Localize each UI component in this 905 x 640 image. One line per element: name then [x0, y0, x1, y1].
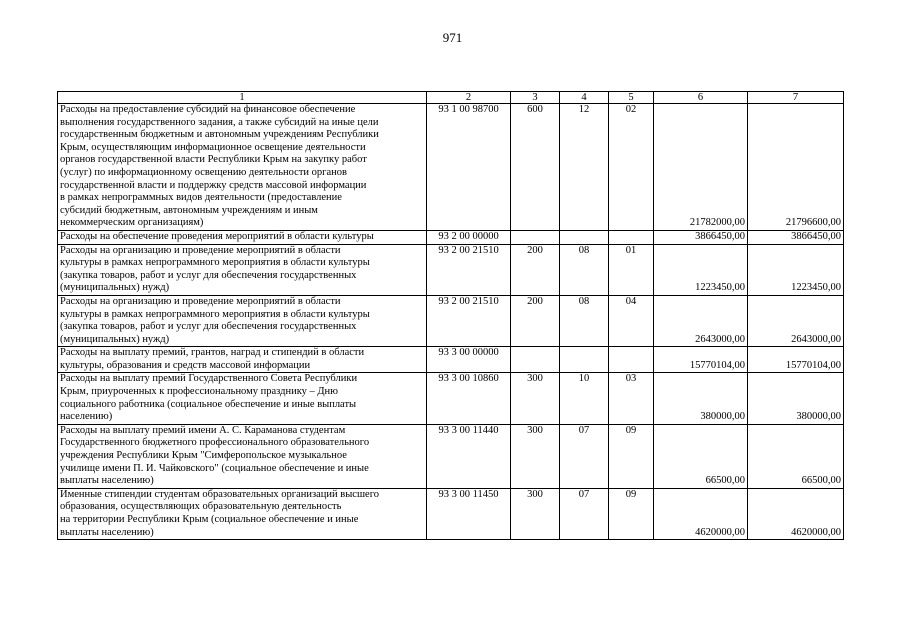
code-cell: 93 3 00 10860: [427, 373, 511, 424]
description-cell: [58, 104, 427, 231]
table-row: [58, 424, 844, 488]
description-cell: [58, 230, 427, 244]
description-text: Расходы на организацию и проведение мероприятий в области культуры в рамках непрограммного мероприятия в области культуры (закупка товаров, работ и услуг для обеспечения государственных (муниципальных) нужд): [60, 244, 370, 294]
col4-cell: 10: [560, 373, 609, 424]
header-cell: 2: [427, 92, 511, 104]
amount-col6-cell: 2643000,00: [654, 295, 748, 346]
amount-col6-cell: 66500,00: [654, 424, 748, 488]
col4-cell: 08: [560, 244, 609, 295]
col3-cell: 300: [511, 373, 560, 424]
description-cell: [58, 347, 427, 373]
col5-cell: 09: [609, 488, 654, 539]
amount-col6-cell: 3866450,00: [654, 230, 748, 244]
header-cell: 1: [58, 92, 427, 104]
page-number: 971: [442, 30, 463, 45]
table-row: [58, 295, 844, 346]
col3-cell: 200: [511, 244, 560, 295]
amount-col7-cell: 21796600,00: [748, 104, 844, 231]
code-cell: 93 3 00 00000: [427, 347, 511, 373]
amount-col7-cell: 380000,00: [748, 373, 844, 424]
header-cell: 3: [511, 92, 560, 104]
table-row: [58, 104, 844, 231]
header-cell: 6: [654, 92, 748, 104]
description-text: Расходы на обеспечение проведения мероприятий в области культуры: [60, 230, 374, 242]
description-text: Расходы на выплату премий, грантов, наград и стипендий в области культуры, образования и средств массовой информации: [60, 347, 365, 371]
table-row: [58, 230, 844, 244]
code-cell: 93 2 00 21510: [427, 295, 511, 346]
description-text: Именные стипендии студентам образовательных организаций высшего образования, осуществляющих образовательную деятельность на территории Республики Крым (социальное обеспечение и иные выплаты населению): [60, 488, 379, 538]
col5-cell: 04: [609, 295, 654, 346]
code-cell: 93 1 00 98700: [427, 104, 511, 231]
description-cell: [58, 295, 427, 346]
budget-table: [57, 91, 844, 540]
header-cell: 4: [560, 92, 609, 104]
amount-col7-cell: 3866450,00: [748, 230, 844, 244]
col4-cell: 12: [560, 104, 609, 231]
description-cell: [58, 244, 427, 295]
table-row: [58, 488, 844, 539]
code-cell: 93 3 00 11450: [427, 488, 511, 539]
amount-col6-cell: 380000,00: [654, 373, 748, 424]
col5-cell: [609, 347, 654, 373]
col4-cell: 07: [560, 488, 609, 539]
header-row: [58, 92, 844, 104]
col5-cell: 02: [609, 104, 654, 231]
col3-cell: 300: [511, 488, 560, 539]
amount-col6-cell: 21782000,00: [654, 104, 748, 231]
code-cell: 93 2 00 00000: [427, 230, 511, 244]
col3-cell: [511, 230, 560, 244]
amount-col7-cell: 1223450,00: [748, 244, 844, 295]
description-text: Расходы на предоставление субсидий на финансовое обеспечение выполнения государственного задания, а также субсидий на иные цели государственным бюджетным и автономным учреждениям Республики Крым, осуществляющим информационное освещение деятельности органов государственной власти Республики Крым на закупку работ (услуг) по информационному освещению деятельности органов государственной власти и поддержку средств массовой информации в рамках непрограммных видов деятельности (предоставление субсидий бюджетным, автономным учреждениям и иным некоммерческим организациям): [60, 104, 379, 229]
amount-col6-cell: 4620000,00: [654, 488, 748, 539]
description-cell: [58, 373, 427, 424]
col3-cell: 600: [511, 104, 560, 231]
description-cell: [58, 424, 427, 488]
col3-cell: [511, 347, 560, 373]
table-row: [58, 347, 844, 373]
amount-col6-cell: 1223450,00: [654, 244, 748, 295]
table-body: [58, 92, 844, 540]
amount-col7-cell: 15770104,00: [748, 347, 844, 373]
code-cell: 93 2 00 21510: [427, 244, 511, 295]
col4-cell: 08: [560, 295, 609, 346]
header-cell: 5: [609, 92, 654, 104]
col5-cell: 09: [609, 424, 654, 488]
description-cell: [58, 488, 427, 539]
description-text: Расходы на выплату премий имени А. С. Караманова студентам Государственного бюджетного профессионального образовательного учреждения Республики Крым "Симферопольское музыкальное училище имени П. И. Чайковского" (социальное обеспечение и иные выплаты населению): [60, 424, 370, 487]
amount-col7-cell: 4620000,00: [748, 488, 844, 539]
col5-cell: [609, 230, 654, 244]
col4-cell: [560, 230, 609, 244]
col4-cell: [560, 347, 609, 373]
amount-col7-cell: 66500,00: [748, 424, 844, 488]
description-text: Расходы на организацию и проведение мероприятий в области культуры в рамках непрограммного мероприятия в области культуры (закупка товаров, работ и услуг для обеспечения государственных (муниципальных) нужд): [60, 295, 370, 345]
col3-cell: 200: [511, 295, 560, 346]
col4-cell: 07: [560, 424, 609, 488]
amount-col6-cell: 15770104,00: [654, 347, 748, 373]
header-cell: 7: [748, 92, 844, 104]
col3-cell: 300: [511, 424, 560, 488]
code-cell: 93 3 00 11440: [427, 424, 511, 488]
col5-cell: 01: [609, 244, 654, 295]
amount-col7-cell: 2643000,00: [748, 295, 844, 346]
col5-cell: 03: [609, 373, 654, 424]
description-text: Расходы на выплату премий Государственного Совета Республики Крым, приуроченных к профессиональному празднику – Дню социального работника (социальное обеспечение и иные выплаты населению): [60, 373, 358, 423]
table-row: [58, 373, 844, 424]
table-row: [58, 244, 844, 295]
